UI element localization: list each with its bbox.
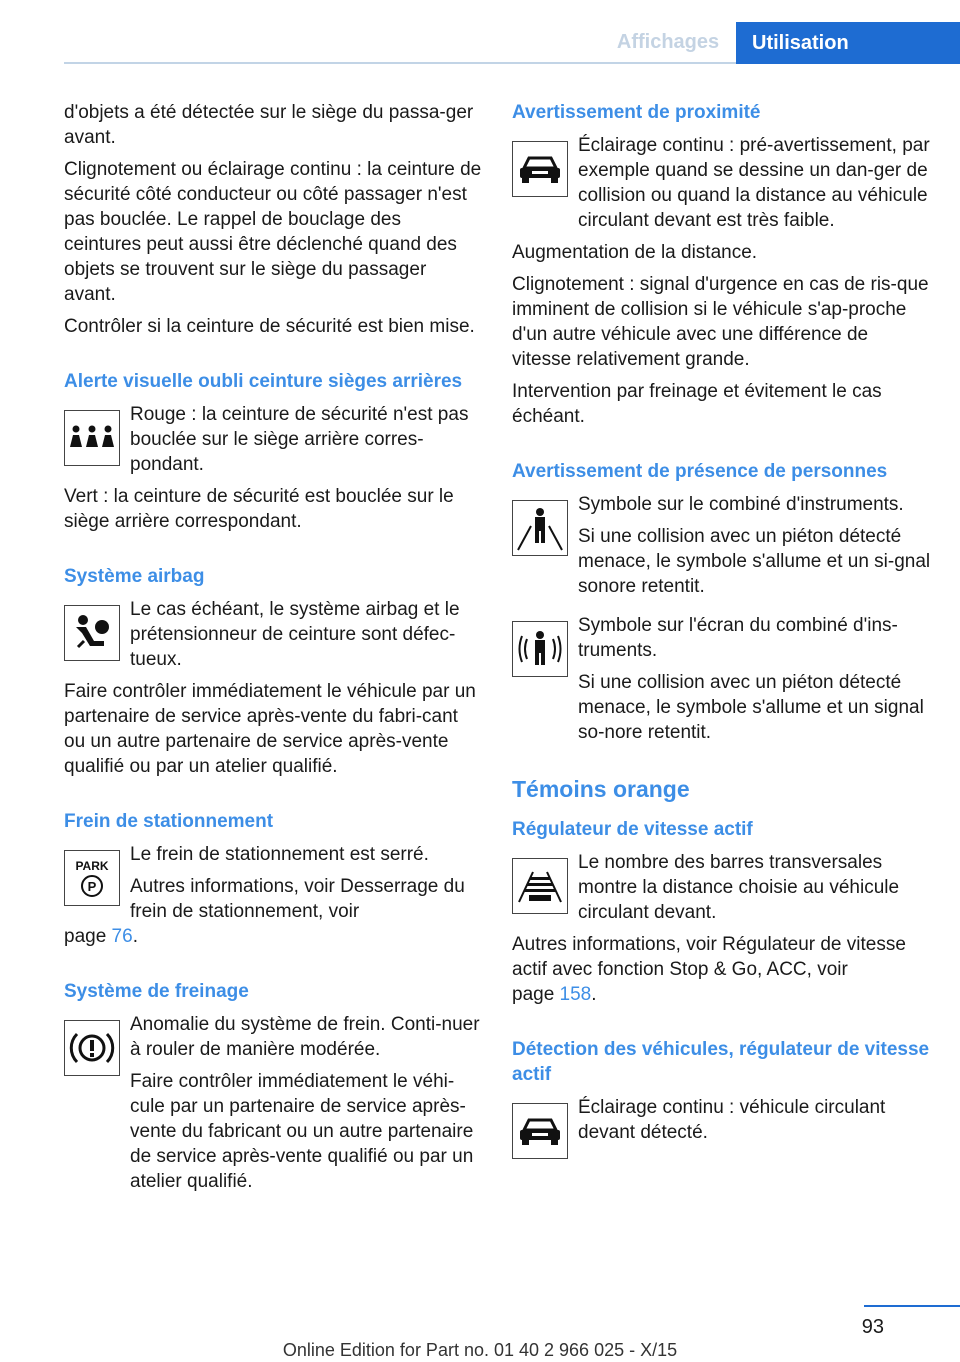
section-heading-vehicle-detection: Détection des véhicules, régulateur de vitesse actif	[512, 1039, 930, 1085]
rear-seatbelt-icon	[64, 410, 120, 466]
persons-description-1: Symbole sur le combiné d'instruments.	[578, 494, 904, 515]
paragraph: Contrôler si la ceinture de sécurité est bien mise.	[64, 316, 475, 337]
page-link-158[interactable]: 158	[559, 984, 592, 1005]
page-number: 93	[861, 1316, 884, 1338]
section-heading-airbag: Système airbag	[64, 566, 205, 587]
persons-block-2	[512, 613, 932, 745]
airbag-icon	[64, 605, 120, 661]
svg-text:P: P	[87, 879, 97, 894]
section-heading-proximity: Avertissement de proximité	[512, 102, 761, 123]
header-tab-affichages[interactable]: Affichages	[616, 30, 720, 53]
paragraph: Clignotement : signal d'urgence en cas de ris-que imminent de collision si le véhicule s'ap-proche d'un autre véhicule avec une différence de vitesse relativement grande.	[512, 274, 929, 370]
airbag-block	[64, 597, 482, 672]
detection-description: Éclairage continu : véhicule circulant devant détecté.	[578, 1097, 886, 1143]
header-tab-utilisation[interactable]: Utilisation	[736, 22, 960, 64]
paragraph: Augmentation de la distance.	[512, 242, 758, 263]
pedestrian-warning-icon	[512, 500, 568, 556]
park-description: Le frein de stationnement est serré.	[130, 844, 429, 865]
persons-block-1	[512, 492, 932, 599]
section-heading-rear-belts: Alerte visuelle oubli ceinture sièges arrières	[64, 371, 463, 392]
footer-rule	[864, 1305, 960, 1307]
persons-description-2: Symbole sur l'écran du combiné d'ins-truments.	[578, 615, 898, 661]
persons-detail-1: Si une collision avec un piéton détecté menace, le symbole s'allume et un si-gnal sonore retentit.	[578, 526, 931, 597]
brake-advice: Faire contrôler immédiatement le véhi-cule par un partenaire de service après-vente du fabricant ou un autre partenaire de service après-vente qualifié ou par un atelier qualifié.	[130, 1071, 474, 1192]
section-heading-orange-lights: Témoins orange	[512, 776, 690, 802]
park-more-info: Autres informations, voir Desserrage du frein de stationnement, voir	[130, 876, 465, 922]
park-brake-icon	[64, 850, 120, 906]
svg-text:PARK: PARK	[75, 859, 109, 873]
acc-page-ref: page 158.	[512, 984, 597, 1005]
rear-belt-description: Rouge : la ceinture de sécurité n'est pas bouclée sur le siège arrière corres-pondant.	[130, 404, 469, 475]
rear-belt-block	[64, 402, 482, 477]
brake-block	[64, 1012, 482, 1194]
detection-block	[512, 1095, 932, 1151]
section-heading-brake-system: Système de freinage	[64, 981, 249, 1002]
persons-detail-2: Si une collision avec un piéton détecté menace, le symbole s'allume et un signal so-nore retentit.	[578, 672, 924, 743]
section-heading-persons: Avertissement de présence de personnes	[512, 461, 888, 482]
right-column	[512, 100, 932, 1151]
paragraph: Vert : la ceinture de sécurité est bouclée sur le siège arrière correspondant.	[64, 486, 454, 532]
parking-brake-block	[64, 842, 482, 924]
proximity-description: Éclairage continu : pré-avertissement, par exemple quand se dessine un dan-ger de collision ou quand la distance au véhicule circulant devant est très faible.	[578, 135, 930, 231]
paragraph: Faire contrôler immédiatement le véhicule par un partenaire de service après-vente du fabri-cant ou un autre partenaire de service après-vente qualifié ou par un atelier qualifié.	[64, 681, 476, 777]
page-link-76[interactable]: 76	[111, 926, 133, 947]
edition-footer: Online Edition for Part no. 01 40 2 966 025 - X/15	[282, 1340, 678, 1360]
distance-bars-icon	[512, 858, 568, 914]
car-detected-icon	[512, 1103, 568, 1159]
pedestrian-sound-icon	[512, 621, 568, 677]
airbag-description: Le cas échéant, le système airbag et le prétensionneur de ceinture sont défec-tueux.	[130, 599, 460, 670]
paragraph: d'objets a été détectée sur le siège du passa-ger avant.	[64, 102, 474, 148]
acc-more-info: Autres informations, voir Régulateur de vitesse actif avec fonction Stop & Go, ACC, voir	[512, 934, 906, 980]
park-page-ref: page 76.	[64, 926, 138, 947]
brake-description: Anomalie du système de frein. Conti-nuer à rouler de manière modérée.	[130, 1014, 480, 1060]
acc-block	[512, 850, 932, 925]
paragraph: Intervention par freinage et évitement le cas échéant.	[512, 381, 882, 427]
paragraph: Clignotement ou éclairage continu : la ceinture de sécurité côté conducteur ou côté passager n'est pas bouclée. Le rappel de bouclage des ceintures peut aussi être déclenché quand des objets se trouvent sur le siège du passager avant.	[64, 159, 482, 305]
car-front-icon	[512, 141, 568, 197]
proximity-block	[512, 133, 932, 233]
section-heading-acc: Régulateur de vitesse actif	[512, 819, 753, 840]
left-column	[64, 100, 482, 1201]
section-heading-parking-brake: Frein de stationnement	[64, 811, 274, 832]
acc-description: Le nombre des barres transversales montre la distance choisie au véhicule circulant devant.	[578, 852, 900, 923]
brake-warning-icon	[64, 1020, 120, 1076]
